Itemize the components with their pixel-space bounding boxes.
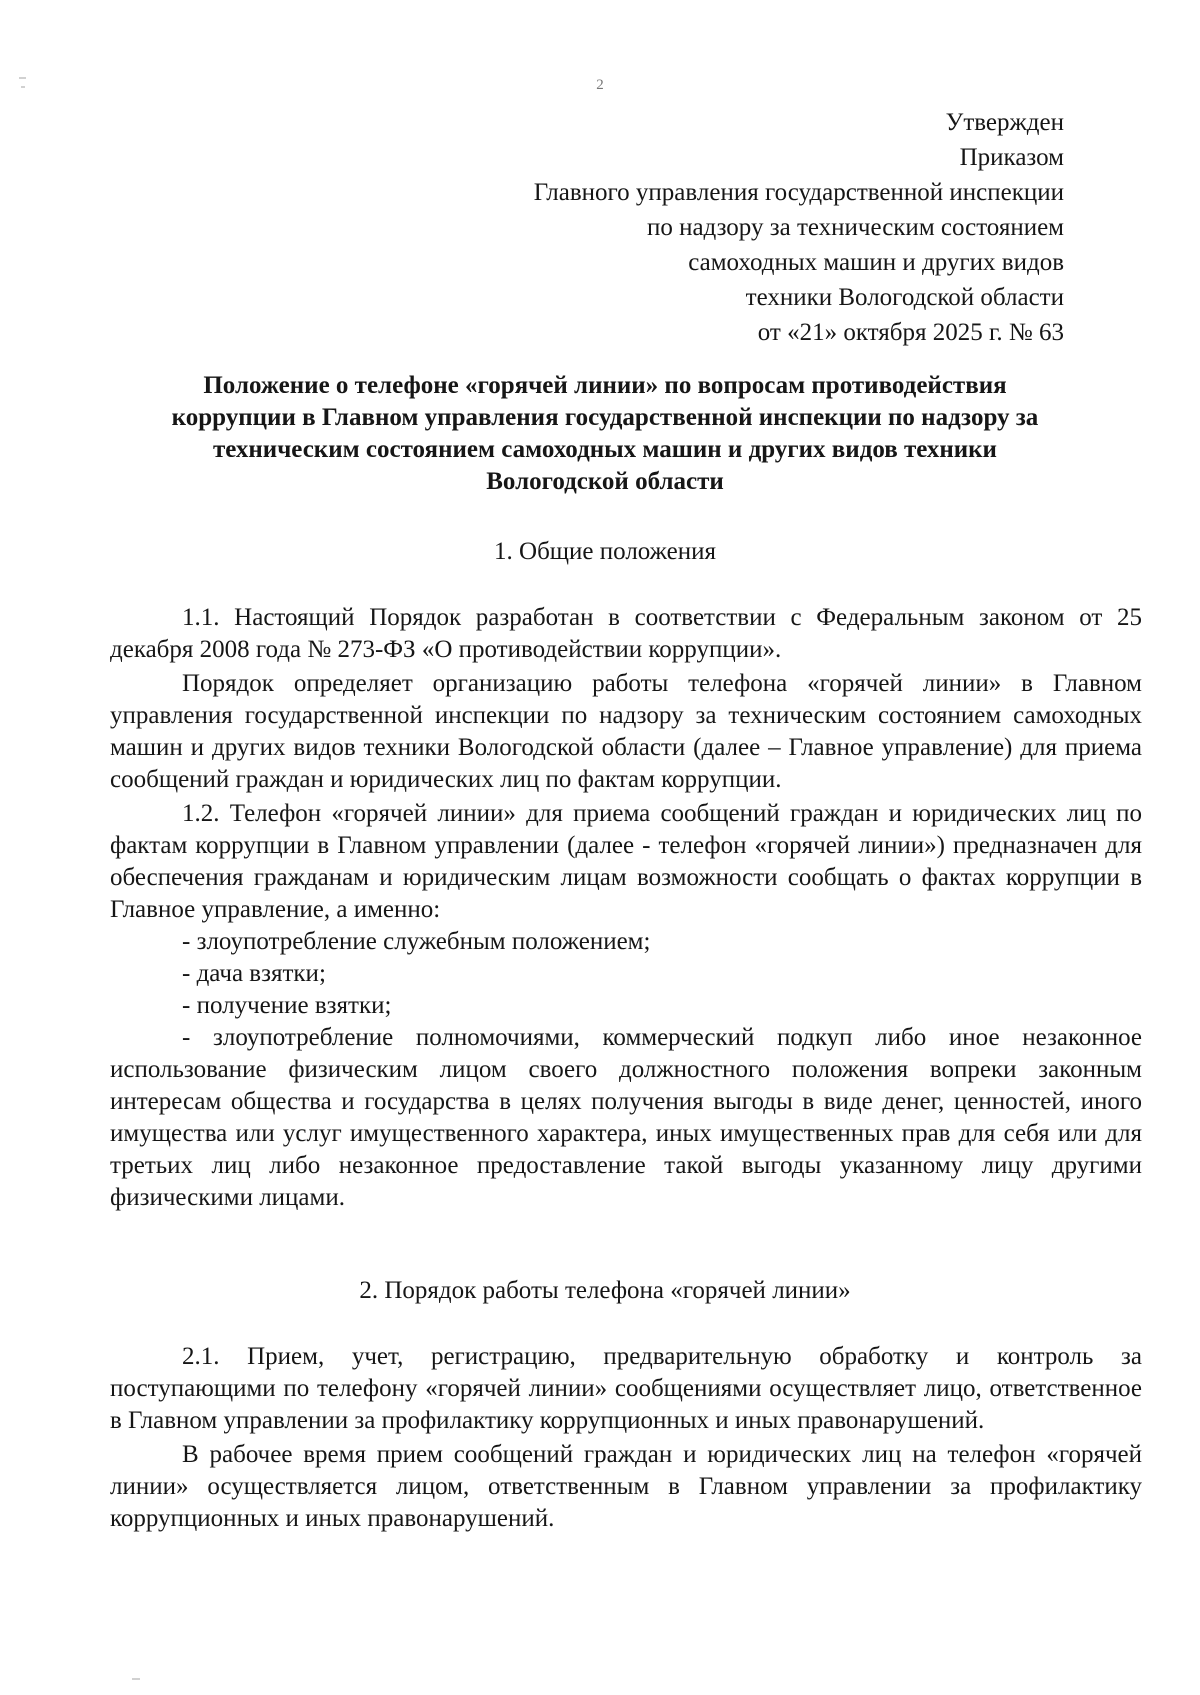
title-line: коррупции в Главном управления государственной инспекции по надзору за [171, 404, 1039, 431]
paragraph-working-time: В рабочее время прием сообщений граждан и юридических лиц на телефон «горячей линии» осуществляется лицом, ответственным в Главном управлении за профилактику коррупционных и иных правонарушений. [110, 1441, 1142, 1532]
approval-line: по надзору за техническим состоянием [646, 214, 1064, 241]
section-heading-general: 1. Общие положения [494, 538, 716, 565]
approval-block [444, 105, 1064, 350]
page-number: 2 [596, 77, 604, 93]
list-item: - злоупотребление служебным положением; [182, 928, 651, 955]
list-item: - дача взятки; [182, 960, 326, 987]
approval-line: Главного управления государственной инспекции [533, 179, 1064, 206]
title-line: Положение о телефоне «горячей линии» по вопросам противодействия [203, 372, 1007, 399]
title-line: Вологодской области [486, 468, 724, 495]
hotline-procedure [110, 1341, 1142, 1535]
list-item: - злоупотребление полномочиями, коммерческий подкуп либо иное незаконное использование физическим лицом своего должностного положения вопреки законным интересам общества и государства в целях получения выгоды в виде денег, ценностей, иного имущества или услуг имущественного характера, иных имущественных прав для себя или для третьих лиц либо незаконное предоставление такой выгоды указанному лицу другими физическими лицами. [110, 1024, 1142, 1211]
paragraph-2-1: 2.1. Прием, учет, регистрацию, предварительную обработку и контроль за поступающими по телефону «горячей линии» сообщениями осуществляет лицо, ответственное в Главном управлении за профилактику коррупционных и иных правонарушений. [110, 1343, 1142, 1434]
approval-line: Приказом [959, 144, 1064, 171]
document-title [110, 370, 1100, 498]
paragraph-1-2: 1.2. Телефон «горячей линии» для приема сообщений граждан и юридических лиц по фактам коррупции в Главном управлении (далее - телефон «горячей линии») предназначен для обеспечения гражданам и юридическим лицам возможности сообщать о фактах коррупции в Главное управление, а именно: [110, 800, 1142, 923]
list-item: - получение взятки; [182, 992, 392, 1019]
approval-line: техники Вологодской области [745, 284, 1064, 311]
title-line: техническим состоянием самоходных машин и других видов техники [213, 436, 997, 463]
section-heading-hotline: 2. Порядок работы телефона «горячей линии» [359, 1277, 851, 1304]
approval-line: от «21» октября 2025 г. № 63 [757, 319, 1064, 346]
paragraph-1-1: 1.1. Настоящий Порядок разработан в соответствии с Федеральным законом от 25 декабря 2008 года № 273-ФЗ «О противодействии коррупции». [110, 604, 1142, 663]
scan-artifact [132, 1678, 140, 1680]
general-provisions [110, 602, 1142, 1214]
paragraph-order: Порядок определяет организацию работы телефона «горячей линии» в Главном управления государственной инспекции по надзору за техническим состоянием самоходных машин и других видов техники Вологодской области (далее – Главное управление) для приема сообщений граждан и юридических лиц по фактам коррупции. [110, 670, 1142, 793]
approval-line: Утвержден [945, 109, 1064, 136]
approval-line: самоходных машин и других видов [688, 249, 1064, 276]
